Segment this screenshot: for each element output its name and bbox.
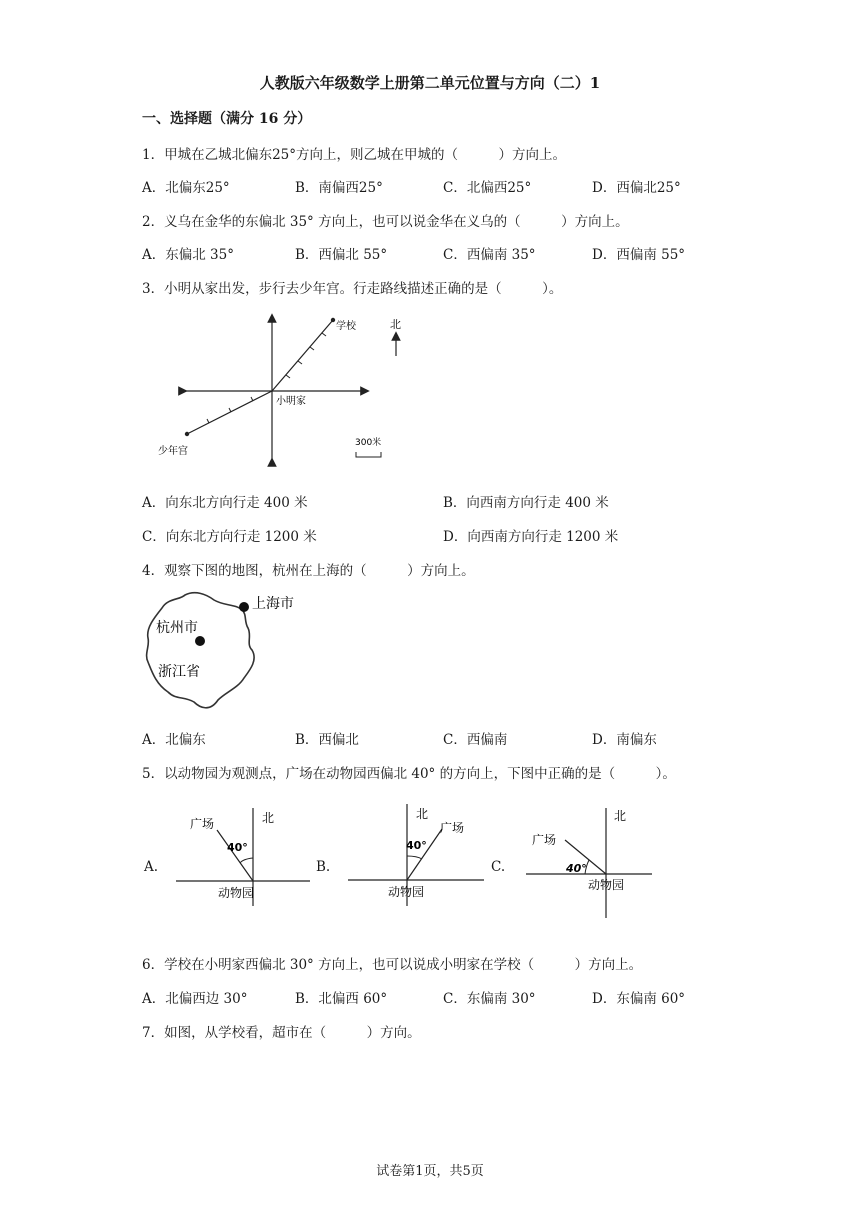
question-4-stem: 4．观察下图的地图，杭州在上海的（ ）方向上。	[142, 563, 475, 579]
q2-option-b[interactable]: B．西偏北 55°	[295, 247, 388, 263]
q6-option-c[interactable]: C．东偏南 30°	[443, 991, 536, 1007]
question-6-stem: 6．学校在小明家西偏北 30° 方向上，也可以说成小明家在学校（ ）方向上。	[142, 957, 643, 973]
figure-label: 北	[262, 811, 275, 825]
figure-label: 40°	[406, 839, 427, 852]
q4-option-b[interactable]: B．西偏北	[295, 732, 359, 748]
q3-option-b[interactable]: B．向西南方向行走 400 米	[443, 495, 609, 511]
q3-option-a[interactable]: A．向东北方向行走 400 米	[142, 495, 308, 511]
q5-option-c[interactable]: C.	[491, 859, 506, 875]
question-1-stem: 1．甲城在乙城北偏东25°方向上，则乙城在甲城的（ ）方向上。	[142, 147, 567, 163]
q4-option-a[interactable]: A．北偏东	[142, 732, 206, 748]
hangzhou-label: 杭州市	[156, 620, 198, 636]
q4-option-d[interactable]: D．南偏东	[592, 732, 657, 748]
q2-option-c[interactable]: C．西偏南 35°	[443, 247, 536, 263]
q5-option-b[interactable]: B.	[316, 859, 331, 875]
figure-label: 动物园	[588, 878, 625, 892]
q4-option-c[interactable]: C．西偏南	[443, 732, 508, 748]
question-3-stem: 3．小明从家出发，步行去少年宫。行走路线描述正确的是（ ）。	[142, 281, 563, 297]
figure-zhejiang-map	[140, 588, 310, 720]
question-2-stem: 2．义乌在金华的东偏北 35° 方向上，也可以说金华在义乌的（ ）方向上。	[142, 214, 629, 230]
q3-option-d[interactable]: D．向西南方向行走 1200 米	[443, 529, 619, 545]
figure-label: 广场	[440, 821, 465, 835]
q6-option-a[interactable]: A．北偏西边 30°	[142, 991, 248, 1007]
home-label: 小明家	[276, 396, 306, 407]
zhejiang-label: 浙江省	[158, 664, 200, 680]
route-to-school	[272, 320, 333, 391]
q5-figure-b	[342, 798, 492, 910]
shanghai-dot	[239, 602, 249, 612]
section-heading: 一、选择题（满分 16 分）	[142, 111, 312, 127]
palace-label: 少年宫	[158, 446, 188, 457]
figure-label: 40°	[227, 841, 248, 854]
figure-route-map	[150, 312, 420, 472]
page-title: 人教版六年级数学上册第二单元位置与方向（二）1	[259, 74, 601, 92]
page-footer: 试卷第1页，共5页	[376, 1164, 484, 1179]
q2-option-d[interactable]: D．西偏南 55°	[592, 247, 686, 263]
q5-figure-c	[522, 802, 662, 922]
q3-option-c[interactable]: C．向东北方向行走 1200 米	[142, 529, 317, 545]
question-7-stem: 7．如图，从学校看，超市在（ ）方向。	[142, 1025, 421, 1041]
figure-label: 40°	[566, 862, 587, 875]
scale-bar	[356, 452, 381, 457]
north-label: 北	[390, 318, 401, 331]
figure-label: 北	[416, 807, 429, 821]
figure-label: 北	[614, 809, 627, 823]
shanghai-label: 上海市	[252, 596, 294, 612]
hangzhou-dot	[195, 636, 205, 646]
figure-label: 动物园	[388, 885, 425, 899]
q6-option-b[interactable]: B．北偏西 60°	[295, 991, 388, 1007]
figure-label: 动物园	[218, 886, 255, 900]
q1-option-a[interactable]: A．北偏东25°	[142, 180, 230, 196]
question-5-stem: 5．以动物园为观测点，广场在动物园西偏北 40° 的方向上，下图中正确的是（ ）。	[142, 766, 676, 782]
q6-option-d[interactable]: D．东偏南 60°	[592, 991, 686, 1007]
q1-option-c[interactable]: C．北偏西25°	[443, 180, 532, 196]
q5-figure-a	[168, 802, 318, 914]
q1-option-d[interactable]: D．西偏北25°	[592, 180, 681, 196]
figure-label: 广场	[532, 833, 557, 847]
q5-option-a[interactable]: A.	[144, 859, 159, 875]
route-to-palace	[187, 391, 272, 434]
scale-label: 300米	[355, 438, 382, 448]
zhejiang-outline	[147, 593, 255, 708]
school-label: 学校	[336, 321, 356, 332]
figure-label: 广场	[190, 817, 215, 831]
q1-option-b[interactable]: B．南偏西25°	[295, 180, 383, 196]
q2-option-a[interactable]: A．东偏北 35°	[142, 247, 234, 263]
